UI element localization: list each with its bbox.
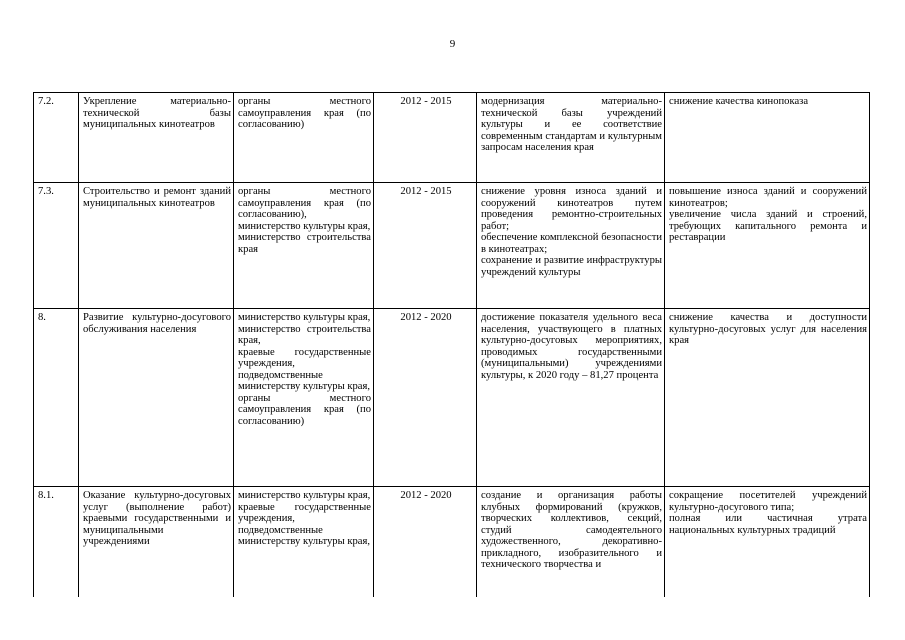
table-row (34, 309, 870, 487)
measure-name-cell (79, 183, 234, 309)
table-row (34, 93, 870, 183)
executor: министерство культуры края, министерство строительства края, краевые государственные учреждения, подведомственные министерству культуры края, органы местного самоуправления края (по согласованию) (238, 312, 371, 427)
consequence-cell (665, 93, 870, 183)
measure-name: Строительство и ремонт зданий муниципальных кинотеатров (83, 186, 231, 209)
measure-name: Укрепление материально-технической базы муниципальных кинотеатров (83, 96, 231, 130)
term: 2012 - 2020 (400, 312, 452, 323)
expected-result-cell (477, 309, 665, 487)
executor: органы местного самоуправления края (по согласованию) (238, 96, 371, 130)
executor-cell (234, 93, 374, 183)
page-number: 9 (449, 38, 456, 50)
expected-result: снижение уровня износа зданий и сооружений кинотеатров путем проведения ремонтно-строительных работ; обеспечение комплексной безопасности в кинотеатрах; сохранение и развитие инфраструктуры учреждений культуры (481, 186, 662, 278)
executor-cell (234, 309, 374, 487)
term-cell (374, 309, 477, 487)
item-number-cell (34, 93, 79, 183)
expected-result: создание и организация работы клубных формирований (кружков, творческих коллективов, секций, студий самодеятельного художественного, декоративно-прикладного, изобразительного и технического творчества и (481, 490, 662, 570)
executor: министерство культуры края, краевые государственные учреждения, подведомственные министерству культуры края, (238, 490, 371, 547)
consequence: снижение качества кинопоказа (669, 96, 809, 107)
item-number-cell (34, 487, 79, 598)
table-row (34, 183, 870, 309)
program-measures-table (33, 92, 870, 597)
consequence-cell (665, 183, 870, 309)
item-number: 7.2. (38, 96, 54, 107)
term-cell (374, 93, 477, 183)
executor-cell (234, 183, 374, 309)
term: 2012 - 2015 (400, 186, 452, 197)
expected-result: достижение показателя удельного веса населения, участвующего в платных культурно-досуговых мероприятиях, проводимых государственными (муниципальными) учреждениями культуры, к 2020 году – 81,27 процента (481, 312, 662, 381)
consequence-cell (665, 487, 870, 598)
measure-name: Развитие культурно-досугового обслуживания населения (83, 312, 231, 335)
consequence: повышение износа зданий и сооружений кинотеатров; увеличение числа зданий и строений, требующих капитального ремонта и реставрации (669, 186, 867, 243)
executor: органы местного самоуправления края (по согласованию), министерство культуры края, министерство строительства края (238, 186, 371, 255)
table-row (34, 487, 870, 598)
consequence: снижение качества и доступности культурно-досуговых услуг для населения края (669, 312, 867, 346)
expected-result-cell (477, 183, 665, 309)
term-cell (374, 487, 477, 598)
expected-result-cell (477, 487, 665, 598)
executor-cell (234, 487, 374, 598)
expected-result-cell (477, 93, 665, 183)
expected-result: модернизация материально-технической базы учреждений культуры и ее соответствие современным стандартам и культурным запросам населения края (481, 96, 662, 153)
consequence-cell (665, 309, 870, 487)
measure-name-cell (79, 93, 234, 183)
term: 2012 - 2015 (400, 96, 452, 107)
item-number-cell (34, 309, 79, 487)
item-number: 8.1. (38, 490, 54, 501)
measure-name-cell (79, 487, 234, 598)
measure-name-cell (79, 309, 234, 487)
term: 2012 - 2020 (400, 490, 452, 501)
term-cell (374, 183, 477, 309)
consequence: сокращение посетителей учреждений культурно-досугового типа; полная или частичная утрата национальных культурных традиций (669, 490, 867, 536)
item-number-cell (34, 183, 79, 309)
item-number: 8. (38, 312, 46, 323)
measure-name: Оказание культурно-досуговых услуг (выполнение работ) краевыми государственными и муниципальными учреждениями (83, 490, 231, 547)
item-number: 7.3. (38, 186, 54, 197)
